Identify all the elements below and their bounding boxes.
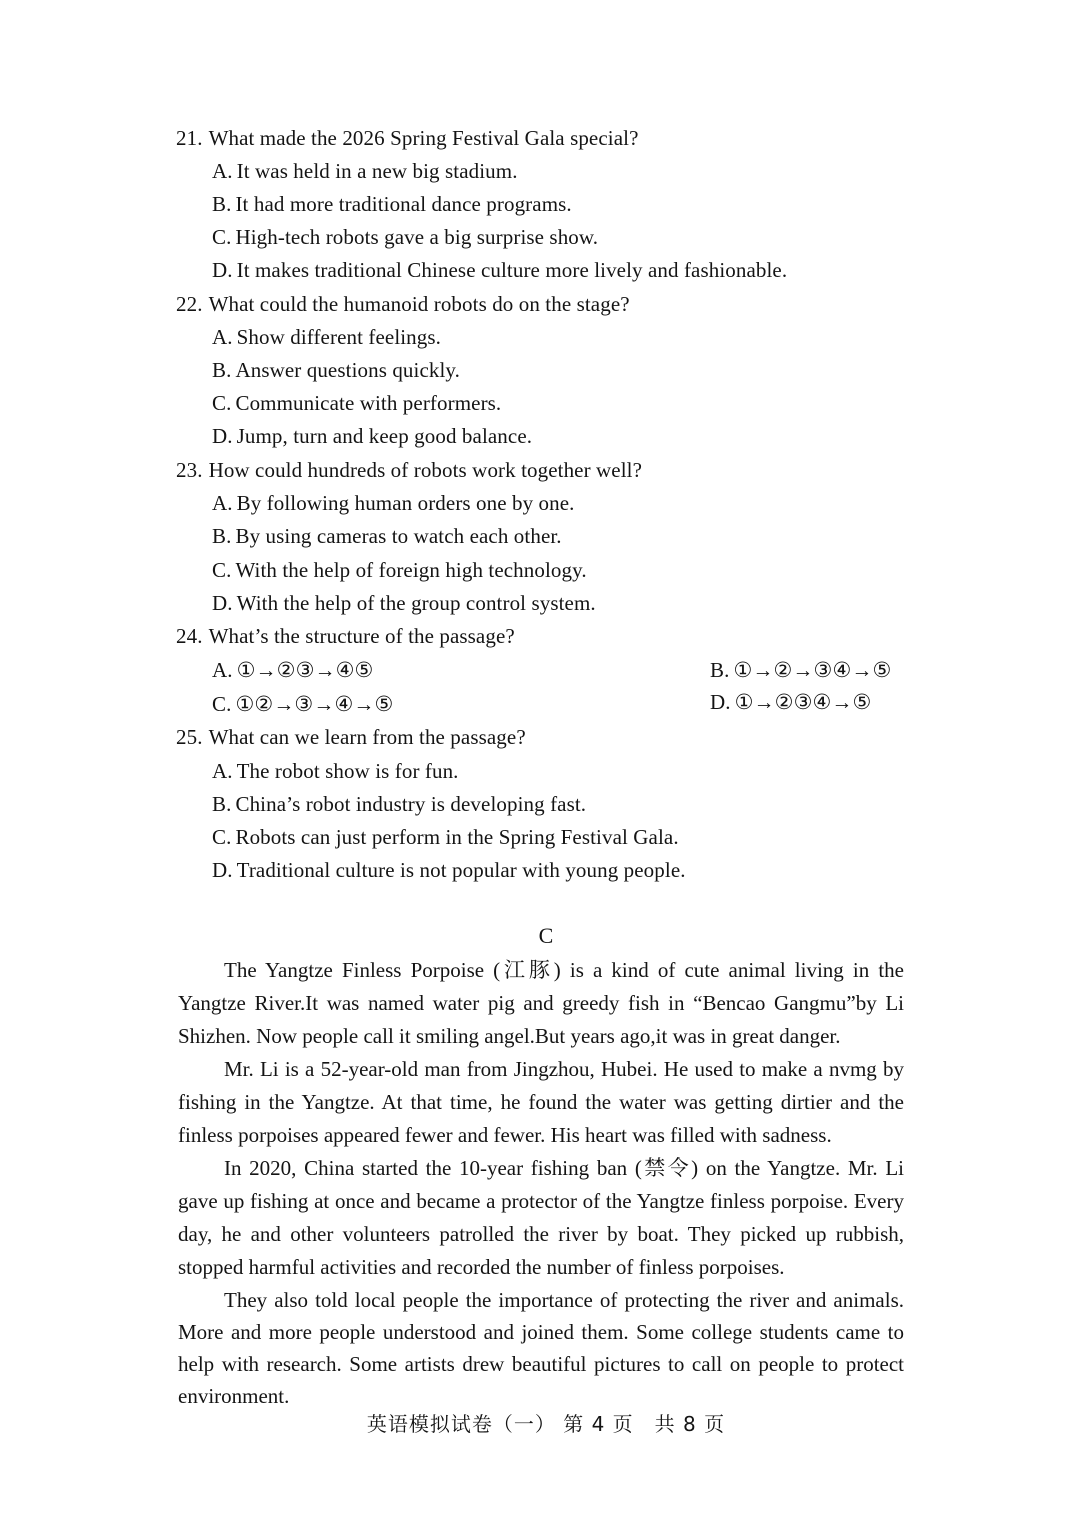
option-text: With the help of foreign high technology. (235, 558, 587, 582)
option-text: China’s robot industry is developing fast. (235, 792, 587, 816)
option-letter: D. (212, 858, 233, 882)
option-letter: C. (212, 558, 232, 582)
option-letter: A. (212, 159, 233, 183)
passage-line: environment. (178, 1384, 290, 1408)
question-number: 22. (176, 292, 203, 316)
passage-line: More and more people understood and joined them. Some college students came to (178, 1320, 904, 1344)
option-text: It makes traditional Chinese culture more lively and fashionable. (236, 258, 788, 282)
passage-line: They also told local people the importance of protecting the river and animals. (224, 1288, 904, 1312)
option-letter: B. (212, 192, 232, 216)
passage-line: Yangtze River.It was named water pig and greedy fish in “Bencao Gangmu”by Li (178, 991, 904, 1015)
question-21-option-a (212, 157, 518, 185)
question-24-option-c (212, 690, 393, 718)
question-number: 23. (176, 458, 203, 482)
question-23-stem (176, 456, 642, 484)
passage-line: gave up fishing at once and became a protector of the Yangtze finless porpoise. Every (178, 1189, 904, 1213)
passage-line: finless porpoises appeared fewer and fewer. His heart was filled with sadness. (178, 1123, 832, 1147)
option-letter: A. (212, 325, 233, 349)
question-text: What made the 2026 Spring Festival Gala special? (208, 126, 639, 150)
question-23-option-a (212, 489, 575, 517)
question-text: What could the humanoid robots do on the stage? (208, 292, 630, 316)
option-text: ①→②→③④→⑤ (733, 658, 892, 682)
option-letter: D. (710, 690, 731, 714)
question-number: 25. (176, 725, 203, 749)
question-22-stem (176, 290, 630, 318)
option-text: Show different feelings. (236, 325, 442, 349)
option-text: Robots can just perform in the Spring Festival Gala. (235, 825, 679, 849)
question-number: 21. (176, 126, 203, 150)
question-25-option-c (212, 823, 679, 851)
option-letter: B. (710, 658, 730, 682)
question-23-option-c (212, 556, 587, 584)
option-text: It was held in a new big stadium. (236, 159, 518, 183)
question-21-option-d (212, 256, 787, 284)
option-text: High-tech robots gave a big surprise show. (235, 225, 599, 249)
option-letter: D. (212, 424, 233, 448)
passage-line: In 2020, China started the 10-year fishing ban (禁令) on the Yangtze. Mr. Li (224, 1156, 904, 1180)
passage-line: help with research. Some artists drew beautiful pictures to call on people to protect (178, 1352, 904, 1376)
passage-line: Shizhen. Now people call it smiling angel.But years ago,it was in great danger. (178, 1024, 841, 1048)
question-21-option-b (212, 190, 572, 218)
question-22-option-b (212, 356, 460, 384)
option-letter: C. (212, 391, 232, 415)
option-letter: B. (212, 524, 232, 548)
option-letter: C. (212, 692, 232, 716)
option-text: Jump, turn and keep good balance. (236, 424, 533, 448)
question-21-stem (176, 124, 639, 152)
question-25-stem (176, 723, 526, 751)
question-25-option-b (212, 790, 586, 818)
option-text: Communicate with performers. (235, 391, 502, 415)
passage-line: day, he and other volunteers patrolled the river by boat. They picked up rubbish, (178, 1222, 904, 1246)
option-text: Answer questions quickly. (235, 358, 460, 382)
passage-line: Mr. Li is a 52-year-old man from Jingzhou, Hubei. He used to make a nvmg by (224, 1057, 904, 1081)
option-text: ①②→③→④→⑤ (235, 692, 394, 716)
option-letter: A. (212, 658, 233, 682)
option-letter: D. (212, 258, 233, 282)
option-text: Traditional culture is not popular with young people. (236, 858, 686, 882)
question-25-option-d (212, 856, 686, 884)
question-22-option-c (212, 389, 501, 417)
option-text: The robot show is for fun. (236, 759, 459, 783)
option-text: With the help of the group control system. (236, 591, 596, 615)
option-letter: B. (212, 358, 232, 382)
question-25-option-a (212, 757, 459, 785)
option-text: It had more traditional dance programs. (235, 192, 572, 216)
option-letter: B. (212, 792, 232, 816)
page-footer: 英语模拟试卷（一） 第 4 页 共 8 页 (366, 1412, 726, 1436)
question-22-option-d (212, 422, 532, 450)
question-number: 24. (176, 624, 203, 648)
question-text: What’s the structure of the passage? (208, 624, 515, 648)
question-24-option-a (212, 656, 373, 684)
option-text: By using cameras to watch each other. (235, 524, 562, 548)
option-text: ①→②③→④⑤ (236, 658, 374, 682)
question-23-option-d (212, 589, 596, 617)
passage-line: The Yangtze Finless Porpoise (江豚) is a kind of cute animal living in the (224, 958, 904, 982)
question-22-option-a (212, 323, 441, 351)
option-text: ①→②③④→⑤ (734, 690, 872, 714)
option-letter: A. (212, 491, 233, 515)
option-letter: A. (212, 759, 233, 783)
option-letter: D. (212, 591, 233, 615)
section-title: C (538, 923, 554, 948)
option-letter: C. (212, 225, 232, 249)
option-letter: C. (212, 825, 232, 849)
question-text: How could hundreds of robots work together well? (208, 458, 643, 482)
question-24-option-b (710, 656, 891, 684)
passage-line: fishing in the Yangtze. At that time, he found the water was getting dirtier and the (178, 1090, 904, 1114)
question-23-option-b (212, 522, 562, 550)
passage-line: stopped harmful activities and recorded the number of finless porpoises. (178, 1255, 785, 1279)
question-21-option-c (212, 223, 598, 251)
question-text: What can we learn from the passage? (208, 725, 526, 749)
question-24-option-d (710, 688, 871, 716)
question-24-stem (176, 622, 515, 650)
option-text: By following human orders one by one. (236, 491, 575, 515)
